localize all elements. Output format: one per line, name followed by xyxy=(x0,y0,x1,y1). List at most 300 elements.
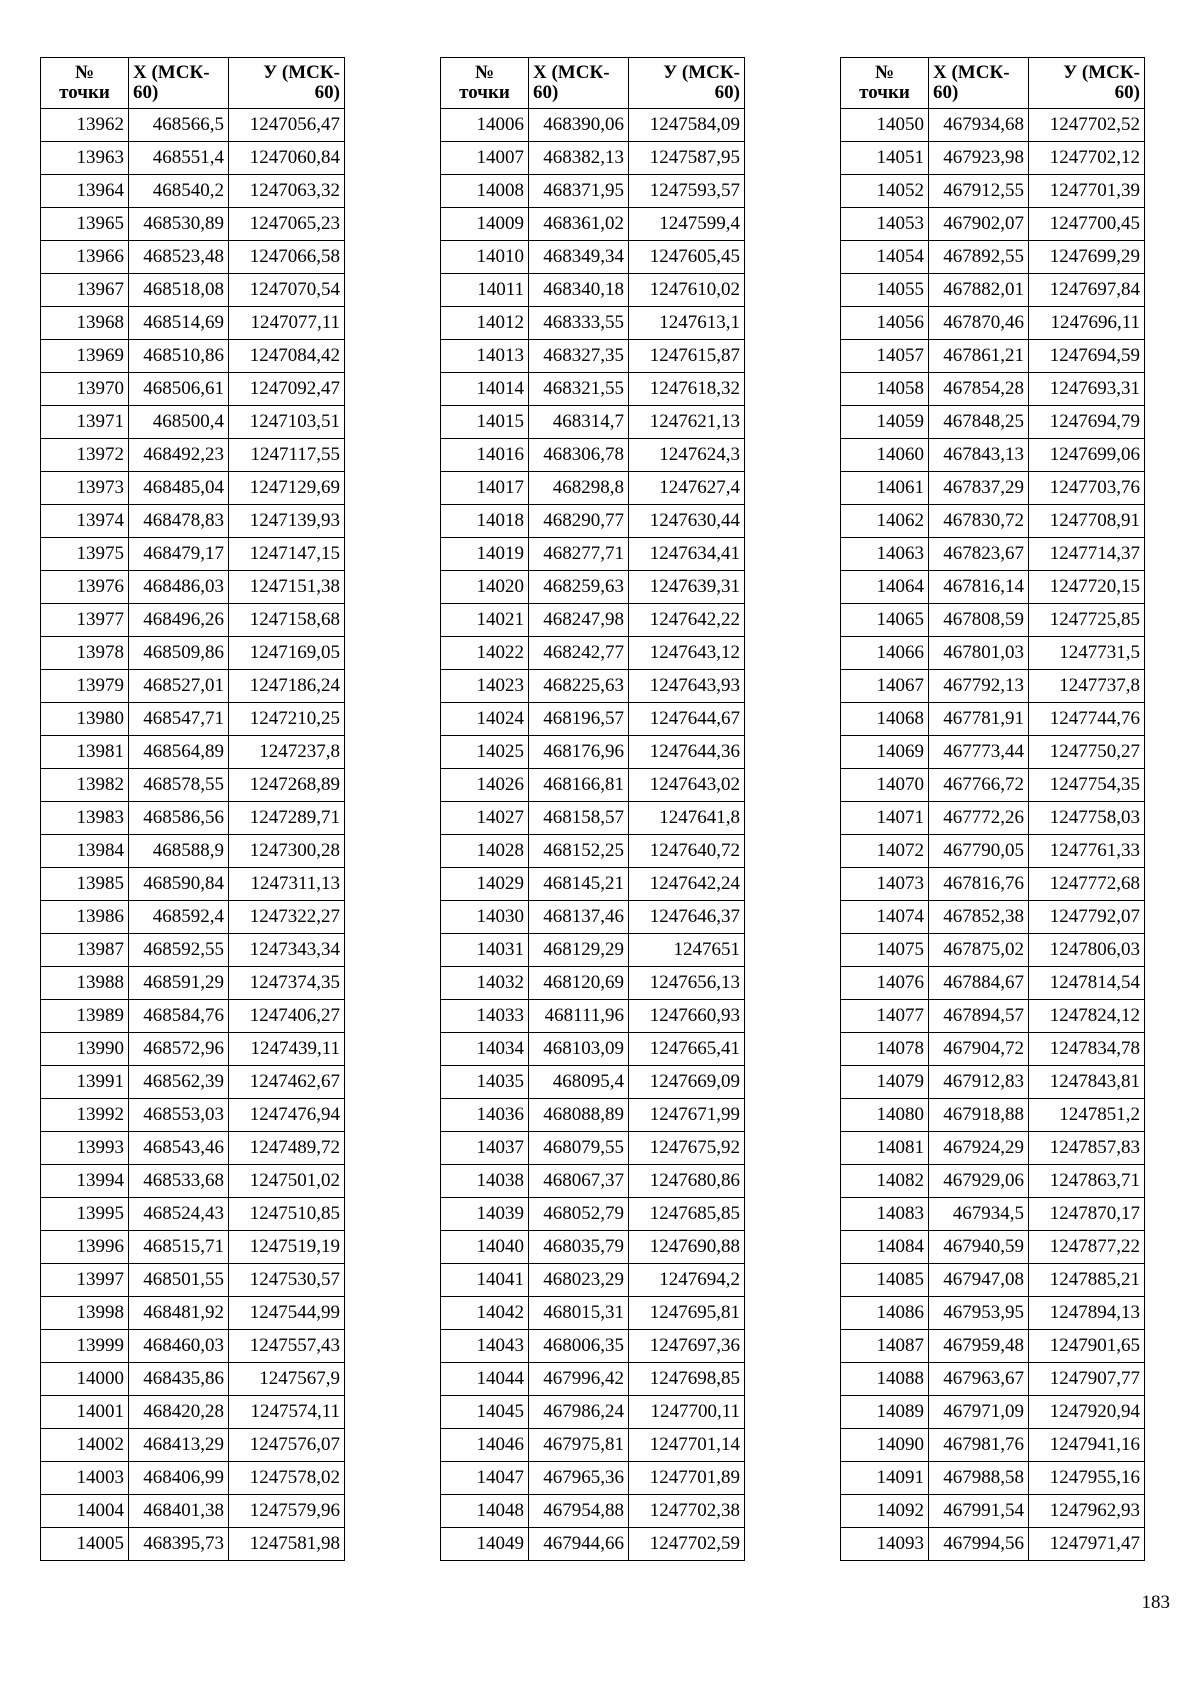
point-number-cell: 14018 xyxy=(441,505,529,538)
point-number-cell: 13979 xyxy=(41,670,129,703)
point-number-cell: 14047 xyxy=(441,1462,529,1495)
x-coordinate-cell: 467843,13 xyxy=(929,439,1029,472)
x-coordinate-cell: 468413,29 xyxy=(129,1429,229,1462)
table-header-row xyxy=(841,58,1145,109)
y-coordinate-cell: 1247343,34 xyxy=(229,934,345,967)
point-number-cell: 14080 xyxy=(841,1099,929,1132)
table-row xyxy=(441,637,745,670)
table-row xyxy=(841,274,1145,307)
y-coordinate-cell: 1247701,89 xyxy=(629,1462,745,1495)
y-coordinate-cell: 1247642,24 xyxy=(629,868,745,901)
y-coordinate-cell: 1247698,85 xyxy=(629,1363,745,1396)
x-coordinate-cell: 468290,77 xyxy=(529,505,629,538)
x-coordinate-cell: 468564,89 xyxy=(129,736,229,769)
point-number-cell: 14004 xyxy=(41,1495,129,1528)
point-number-cell: 13994 xyxy=(41,1165,129,1198)
table-row xyxy=(41,1132,345,1165)
point-number-cell: 14027 xyxy=(441,802,529,835)
point-number-cell: 14038 xyxy=(441,1165,529,1198)
table-row xyxy=(841,142,1145,175)
point-number-cell: 14065 xyxy=(841,604,929,637)
y-coordinate-cell: 1247758,03 xyxy=(1029,802,1145,835)
x-coordinate-cell: 468321,55 xyxy=(529,373,629,406)
table-row xyxy=(41,439,345,472)
table-row xyxy=(441,1132,745,1165)
x-coordinate-cell: 468586,56 xyxy=(129,802,229,835)
x-coordinate-cell: 467904,72 xyxy=(929,1033,1029,1066)
x-coordinate-cell: 467792,13 xyxy=(929,670,1029,703)
point-number-cell: 14055 xyxy=(841,274,929,307)
table-row xyxy=(841,1528,1145,1561)
table-row xyxy=(841,934,1145,967)
x-coordinate-cell: 468390,06 xyxy=(529,109,629,142)
x-coordinate-cell: 467773,44 xyxy=(929,736,1029,769)
x-coordinate-cell: 468401,38 xyxy=(129,1495,229,1528)
point-number-cell: 13970 xyxy=(41,373,129,406)
y-coordinate-cell: 1247651 xyxy=(629,934,745,967)
y-coordinate-cell: 1247814,54 xyxy=(1029,967,1145,1000)
point-number-cell: 14042 xyxy=(441,1297,529,1330)
y-coordinate-cell: 1247843,81 xyxy=(1029,1066,1145,1099)
coordinates-table-1 xyxy=(40,57,345,1561)
x-coordinate-cell: 468486,03 xyxy=(129,571,229,604)
table-row xyxy=(41,1462,345,1495)
table-row xyxy=(841,1396,1145,1429)
x-coordinate-cell: 468496,26 xyxy=(129,604,229,637)
point-number-cell: 14014 xyxy=(441,373,529,406)
point-number-cell: 14011 xyxy=(441,274,529,307)
y-coordinate-cell: 1247510,85 xyxy=(229,1198,345,1231)
point-number-cell: 14048 xyxy=(441,1495,529,1528)
point-number-cell: 13968 xyxy=(41,307,129,340)
x-coordinate-cell: 468591,29 xyxy=(129,967,229,1000)
table-row xyxy=(41,901,345,934)
point-number-cell: 14029 xyxy=(441,868,529,901)
y-coordinate-cell: 1247530,57 xyxy=(229,1264,345,1297)
table-row xyxy=(441,538,745,571)
table-row xyxy=(41,406,345,439)
y-coordinate-cell: 1247907,77 xyxy=(1029,1363,1145,1396)
table-row xyxy=(441,571,745,604)
y-coordinate-cell: 1247863,71 xyxy=(1029,1165,1145,1198)
table-row xyxy=(441,934,745,967)
y-coordinate-cell: 1247544,99 xyxy=(229,1297,345,1330)
point-number-cell: 14005 xyxy=(41,1528,129,1561)
y-coordinate-cell: 1247920,94 xyxy=(1029,1396,1145,1429)
x-coordinate-cell: 468067,37 xyxy=(529,1165,629,1198)
x-coordinate-cell: 468259,63 xyxy=(529,571,629,604)
point-number-cell: 13988 xyxy=(41,967,129,1000)
x-coordinate-cell: 468578,55 xyxy=(129,769,229,802)
y-coordinate-cell: 1247725,85 xyxy=(1029,604,1145,637)
table-header-row xyxy=(441,58,745,109)
y-coordinate-cell: 1247754,35 xyxy=(1029,769,1145,802)
point-number-cell: 14017 xyxy=(441,472,529,505)
point-number-cell: 14053 xyxy=(841,208,929,241)
y-coordinate-cell: 1247630,44 xyxy=(629,505,745,538)
point-number-cell: 13998 xyxy=(41,1297,129,1330)
table-row xyxy=(41,1198,345,1231)
table-row xyxy=(841,571,1145,604)
x-coordinate-cell: 468111,96 xyxy=(529,1000,629,1033)
point-number-cell: 13972 xyxy=(41,439,129,472)
y-coordinate-cell: 1247694,79 xyxy=(1029,406,1145,439)
x-coordinate-cell: 468540,2 xyxy=(129,175,229,208)
x-coordinate-cell: 468371,95 xyxy=(529,175,629,208)
point-number-cell: 14019 xyxy=(441,538,529,571)
table-row xyxy=(441,439,745,472)
point-number-cell: 14045 xyxy=(441,1396,529,1429)
x-coordinate-cell: 468530,89 xyxy=(129,208,229,241)
table-row xyxy=(841,1066,1145,1099)
point-number-cell: 13964 xyxy=(41,175,129,208)
table-row xyxy=(441,670,745,703)
table-row xyxy=(441,1165,745,1198)
table-row xyxy=(441,1462,745,1495)
y-coordinate-cell: 1247567,9 xyxy=(229,1363,345,1396)
point-number-cell: 14035 xyxy=(441,1066,529,1099)
y-coordinate-cell: 1247237,8 xyxy=(229,736,345,769)
point-number-cell: 14031 xyxy=(441,934,529,967)
table-row xyxy=(41,505,345,538)
table-row xyxy=(841,373,1145,406)
x-coordinate-cell: 468196,57 xyxy=(529,703,629,736)
point-number-cell: 14023 xyxy=(441,670,529,703)
x-coordinate-cell: 467823,67 xyxy=(929,538,1029,571)
point-number-cell: 14020 xyxy=(441,571,529,604)
table-row xyxy=(841,1198,1145,1231)
x-coordinate-cell: 468382,13 xyxy=(529,142,629,175)
y-coordinate-cell: 1247824,12 xyxy=(1029,1000,1145,1033)
y-coordinate-header: У (МСК- 60) xyxy=(1029,58,1145,109)
table-row xyxy=(841,175,1145,208)
x-coordinate-cell: 467971,09 xyxy=(929,1396,1029,1429)
point-number-cell: 14074 xyxy=(841,901,929,934)
y-coordinate-cell: 1247139,93 xyxy=(229,505,345,538)
table-row xyxy=(41,340,345,373)
point-number-cell: 13993 xyxy=(41,1132,129,1165)
x-coordinate-cell: 468592,55 xyxy=(129,934,229,967)
table-row xyxy=(441,1528,745,1561)
table-row xyxy=(441,1066,745,1099)
point-number-cell: 13974 xyxy=(41,505,129,538)
point-number-cell: 13984 xyxy=(41,835,129,868)
y-coordinate-cell: 1247210,25 xyxy=(229,703,345,736)
y-coordinate-cell: 1247311,13 xyxy=(229,868,345,901)
point-number-cell: 14050 xyxy=(841,109,929,142)
y-coordinate-cell: 1247690,88 xyxy=(629,1231,745,1264)
table-row xyxy=(41,1000,345,1033)
x-coordinate-cell: 468551,4 xyxy=(129,142,229,175)
x-coordinate-cell: 467988,58 xyxy=(929,1462,1029,1495)
point-number-cell: 13967 xyxy=(41,274,129,307)
x-coordinate-cell: 467986,24 xyxy=(529,1396,629,1429)
y-coordinate-cell: 1247557,43 xyxy=(229,1330,345,1363)
table-row xyxy=(841,637,1145,670)
table-row xyxy=(441,109,745,142)
point-number-cell: 13989 xyxy=(41,1000,129,1033)
y-coordinate-cell: 1247761,33 xyxy=(1029,835,1145,868)
table-row xyxy=(41,1099,345,1132)
point-number-cell: 14010 xyxy=(441,241,529,274)
table-row xyxy=(41,637,345,670)
y-coordinate-header: У (МСК- 60) xyxy=(229,58,345,109)
table-row xyxy=(441,1363,745,1396)
y-coordinate-cell: 1247634,41 xyxy=(629,538,745,571)
table-row xyxy=(41,967,345,1000)
table-row xyxy=(441,703,745,736)
point-number-cell: 13975 xyxy=(41,538,129,571)
x-coordinate-cell: 467918,88 xyxy=(929,1099,1029,1132)
table-row xyxy=(41,1231,345,1264)
point-number-cell: 14079 xyxy=(841,1066,929,1099)
x-coordinate-cell: 467934,5 xyxy=(929,1198,1029,1231)
table-row xyxy=(441,769,745,802)
table-row xyxy=(841,241,1145,274)
y-coordinate-cell: 1247697,84 xyxy=(1029,274,1145,307)
x-coordinate-cell: 468333,55 xyxy=(529,307,629,340)
y-coordinate-cell: 1247701,39 xyxy=(1029,175,1145,208)
x-coordinate-cell: 468523,48 xyxy=(129,241,229,274)
table-header-row xyxy=(41,58,345,109)
table-row xyxy=(441,142,745,175)
coordinates-table-3 xyxy=(840,57,1145,1561)
point-number-cell: 14075 xyxy=(841,934,929,967)
point-number-cell: 13980 xyxy=(41,703,129,736)
point-number-cell: 13965 xyxy=(41,208,129,241)
table-row xyxy=(841,1033,1145,1066)
table-row xyxy=(41,1363,345,1396)
table-row xyxy=(41,373,345,406)
y-coordinate-cell: 1247578,02 xyxy=(229,1462,345,1495)
point-number-header: № точки xyxy=(41,58,129,109)
point-number-cell: 14009 xyxy=(441,208,529,241)
point-number-cell: 13978 xyxy=(41,637,129,670)
point-number-cell: 14086 xyxy=(841,1297,929,1330)
x-coordinate-header: X (МСК- 60) xyxy=(529,58,629,109)
y-coordinate-cell: 1247643,12 xyxy=(629,637,745,670)
table-row xyxy=(41,802,345,835)
x-coordinate-cell: 468562,39 xyxy=(129,1066,229,1099)
table-row xyxy=(441,868,745,901)
y-coordinate-cell: 1247060,84 xyxy=(229,142,345,175)
table-row xyxy=(841,1132,1145,1165)
table-row xyxy=(41,109,345,142)
point-number-cell: 14041 xyxy=(441,1264,529,1297)
x-coordinate-cell: 468361,02 xyxy=(529,208,629,241)
y-coordinate-cell: 1247077,11 xyxy=(229,307,345,340)
x-coordinate-cell: 468592,4 xyxy=(129,901,229,934)
x-coordinate-cell: 468533,68 xyxy=(129,1165,229,1198)
table-row xyxy=(41,241,345,274)
table-row xyxy=(41,1528,345,1561)
table-body xyxy=(841,109,1145,1561)
point-number-cell: 14073 xyxy=(841,868,929,901)
x-coordinate-cell: 468349,34 xyxy=(529,241,629,274)
table-row xyxy=(841,1429,1145,1462)
table-row xyxy=(441,1033,745,1066)
point-number-cell: 14090 xyxy=(841,1429,929,1462)
table-row xyxy=(441,505,745,538)
y-coordinate-cell: 1247737,8 xyxy=(1029,670,1145,703)
point-number-cell: 14015 xyxy=(441,406,529,439)
table-row xyxy=(841,1099,1145,1132)
y-coordinate-cell: 1247643,93 xyxy=(629,670,745,703)
table-body xyxy=(41,109,345,1561)
x-coordinate-cell: 467912,55 xyxy=(929,175,1029,208)
x-coordinate-cell: 468435,86 xyxy=(129,1363,229,1396)
x-coordinate-cell: 468340,18 xyxy=(529,274,629,307)
table-row xyxy=(841,1264,1145,1297)
x-coordinate-cell: 467975,81 xyxy=(529,1429,629,1462)
point-number-cell: 14060 xyxy=(841,439,929,472)
point-number-cell: 14077 xyxy=(841,1000,929,1033)
y-coordinate-header: У (МСК- 60) xyxy=(629,58,745,109)
y-coordinate-cell: 1247955,16 xyxy=(1029,1462,1145,1495)
table-row xyxy=(41,208,345,241)
point-number-cell: 14037 xyxy=(441,1132,529,1165)
table-row xyxy=(41,703,345,736)
y-coordinate-cell: 1247962,93 xyxy=(1029,1495,1145,1528)
y-coordinate-cell: 1247117,55 xyxy=(229,439,345,472)
x-coordinate-cell: 467852,38 xyxy=(929,901,1029,934)
y-coordinate-cell: 1247618,32 xyxy=(629,373,745,406)
x-coordinate-cell: 468588,9 xyxy=(129,835,229,868)
point-number-cell: 13997 xyxy=(41,1264,129,1297)
table-row xyxy=(441,1000,745,1033)
y-coordinate-cell: 1247501,02 xyxy=(229,1165,345,1198)
point-number-cell: 14083 xyxy=(841,1198,929,1231)
y-coordinate-cell: 1247694,59 xyxy=(1029,340,1145,373)
y-coordinate-cell: 1247300,28 xyxy=(229,835,345,868)
table-row xyxy=(841,604,1145,637)
point-number-cell: 14006 xyxy=(441,109,529,142)
y-coordinate-cell: 1247092,47 xyxy=(229,373,345,406)
table-row xyxy=(841,835,1145,868)
point-number-cell: 14034 xyxy=(441,1033,529,1066)
x-coordinate-cell: 467884,67 xyxy=(929,967,1029,1000)
x-coordinate-cell: 468479,17 xyxy=(129,538,229,571)
point-number-cell: 14028 xyxy=(441,835,529,868)
coordinates-table-2 xyxy=(440,57,745,1561)
point-number-cell: 14021 xyxy=(441,604,529,637)
y-coordinate-cell: 1247063,32 xyxy=(229,175,345,208)
page-number: 183 xyxy=(1141,1592,1170,1613)
point-number-cell: 14051 xyxy=(841,142,929,175)
x-coordinate-cell: 467991,54 xyxy=(929,1495,1029,1528)
y-coordinate-cell: 1247639,31 xyxy=(629,571,745,604)
table-row xyxy=(41,934,345,967)
y-coordinate-cell: 1247644,67 xyxy=(629,703,745,736)
y-coordinate-cell: 1247599,4 xyxy=(629,208,745,241)
y-coordinate-cell: 1247169,05 xyxy=(229,637,345,670)
point-number-cell: 14059 xyxy=(841,406,929,439)
table-row xyxy=(841,736,1145,769)
y-coordinate-cell: 1247587,95 xyxy=(629,142,745,175)
y-coordinate-cell: 1247708,91 xyxy=(1029,505,1145,538)
point-number-cell: 13963 xyxy=(41,142,129,175)
table-row xyxy=(841,967,1145,1000)
point-number-cell: 14064 xyxy=(841,571,929,604)
table-row xyxy=(841,1330,1145,1363)
table-row xyxy=(441,802,745,835)
x-coordinate-cell: 467912,83 xyxy=(929,1066,1029,1099)
x-coordinate-cell: 467870,46 xyxy=(929,307,1029,340)
y-coordinate-cell: 1247374,35 xyxy=(229,967,345,1000)
table-row xyxy=(441,604,745,637)
y-coordinate-cell: 1247641,8 xyxy=(629,802,745,835)
point-number-cell: 14022 xyxy=(441,637,529,670)
x-coordinate-cell: 468314,7 xyxy=(529,406,629,439)
point-number-cell: 13986 xyxy=(41,901,129,934)
table-row xyxy=(41,1165,345,1198)
y-coordinate-cell: 1247644,36 xyxy=(629,736,745,769)
point-number-cell: 14061 xyxy=(841,472,929,505)
y-coordinate-cell: 1247322,27 xyxy=(229,901,345,934)
x-coordinate-header: X (МСК- 60) xyxy=(929,58,1029,109)
x-coordinate-cell: 467816,76 xyxy=(929,868,1029,901)
table-row xyxy=(441,208,745,241)
table-row xyxy=(41,538,345,571)
point-number-cell: 14000 xyxy=(41,1363,129,1396)
y-coordinate-cell: 1247056,47 xyxy=(229,109,345,142)
x-coordinate-cell: 467882,01 xyxy=(929,274,1029,307)
point-number-cell: 14093 xyxy=(841,1528,929,1561)
y-coordinate-cell: 1247685,85 xyxy=(629,1198,745,1231)
y-coordinate-cell: 1247640,72 xyxy=(629,835,745,868)
point-number-cell: 14067 xyxy=(841,670,929,703)
y-coordinate-cell: 1247696,11 xyxy=(1029,307,1145,340)
table-row xyxy=(41,1330,345,1363)
x-coordinate-cell: 468120,69 xyxy=(529,967,629,1000)
point-number-cell: 14007 xyxy=(441,142,529,175)
x-coordinate-cell: 467953,95 xyxy=(929,1297,1029,1330)
y-coordinate-cell: 1247772,68 xyxy=(1029,868,1145,901)
x-coordinate-cell: 468510,86 xyxy=(129,340,229,373)
y-coordinate-cell: 1247671,99 xyxy=(629,1099,745,1132)
y-coordinate-cell: 1247901,65 xyxy=(1029,1330,1145,1363)
table-row xyxy=(41,1297,345,1330)
table-row xyxy=(41,604,345,637)
y-coordinate-cell: 1247610,02 xyxy=(629,274,745,307)
y-coordinate-cell: 1247714,37 xyxy=(1029,538,1145,571)
point-number-cell: 14066 xyxy=(841,637,929,670)
y-coordinate-cell: 1247885,21 xyxy=(1029,1264,1145,1297)
point-number-cell: 13991 xyxy=(41,1066,129,1099)
y-coordinate-cell: 1247158,68 xyxy=(229,604,345,637)
x-coordinate-cell: 468460,03 xyxy=(129,1330,229,1363)
x-coordinate-header: X (МСК- 60) xyxy=(129,58,229,109)
table-row xyxy=(841,340,1145,373)
x-coordinate-cell: 468176,96 xyxy=(529,736,629,769)
x-coordinate-cell: 467801,03 xyxy=(929,637,1029,670)
y-coordinate-cell: 1247792,07 xyxy=(1029,901,1145,934)
point-number-cell: 14046 xyxy=(441,1429,529,1462)
point-number-cell: 14063 xyxy=(841,538,929,571)
table-row xyxy=(41,307,345,340)
table-row xyxy=(441,1396,745,1429)
x-coordinate-cell: 467854,28 xyxy=(929,373,1029,406)
y-coordinate-cell: 1247151,38 xyxy=(229,571,345,604)
table-row xyxy=(41,868,345,901)
point-number-cell: 14092 xyxy=(841,1495,929,1528)
point-number-cell: 14024 xyxy=(441,703,529,736)
y-coordinate-cell: 1247720,15 xyxy=(1029,571,1145,604)
point-number-cell: 13996 xyxy=(41,1231,129,1264)
x-coordinate-cell: 468103,09 xyxy=(529,1033,629,1066)
point-number-cell: 14049 xyxy=(441,1528,529,1561)
x-coordinate-cell: 468543,46 xyxy=(129,1132,229,1165)
